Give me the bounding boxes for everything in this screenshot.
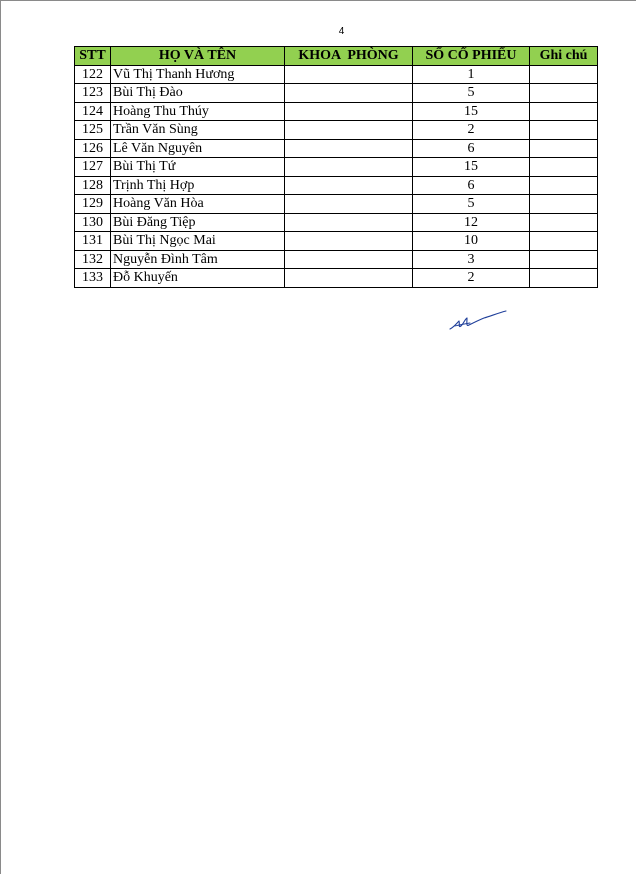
table-row [75,102,598,121]
cell-note [530,158,598,177]
cell-department [285,139,413,158]
cell-department [285,121,413,140]
cell-department [285,250,413,269]
cell-shares: 2 [413,269,530,288]
cell-note [530,232,598,251]
cell-note [530,102,598,121]
cell-department [285,102,413,121]
header-name: HỌ VÀ TÊN [111,47,285,66]
table-row [75,139,598,158]
cell-name: Trần Văn Sùng [111,121,285,140]
table-row [75,65,598,84]
cell-name: Trịnh Thị Hợp [111,176,285,195]
cell-name: Lê Văn Nguyên [111,139,285,158]
header-department: KHOA PHÒNG [285,47,413,66]
cell-shares: 12 [413,213,530,232]
table-row [75,195,598,214]
cell-department [285,158,413,177]
cell-stt: 128 [75,176,111,195]
table-row [75,176,598,195]
cell-name: Vũ Thị Thanh Hương [111,65,285,84]
cell-shares: 6 [413,176,530,195]
cell-stt: 131 [75,232,111,251]
cell-stt: 132 [75,250,111,269]
cell-shares: 3 [413,250,530,269]
table-row [75,158,598,177]
cell-note [530,269,598,288]
cell-note [530,84,598,103]
cell-shares: 15 [413,102,530,121]
page-edge-top [0,0,636,1]
cell-note [530,213,598,232]
cell-department [285,195,413,214]
cell-note [530,250,598,269]
cell-note [530,195,598,214]
cell-name: Bùi Thị Đào [111,84,285,103]
cell-shares: 15 [413,158,530,177]
cell-name: Hoàng Thu Thúy [111,102,285,121]
header-stt: STT [75,47,111,66]
cell-shares: 5 [413,195,530,214]
cell-stt: 124 [75,102,111,121]
cell-note [530,176,598,195]
signature-mark [446,310,510,334]
shareholder-table [74,46,598,288]
header-shares: SỐ CỔ PHIẾU [413,47,530,66]
cell-shares: 1 [413,65,530,84]
table-header-row [75,47,598,66]
cell-department [285,65,413,84]
cell-stt: 133 [75,269,111,288]
table-row [75,213,598,232]
cell-note [530,121,598,140]
cell-stt: 123 [75,84,111,103]
cell-shares: 10 [413,232,530,251]
cell-shares: 5 [413,84,530,103]
cell-stt: 126 [75,139,111,158]
cell-department [285,213,413,232]
cell-name: Bùi Đăng Tiệp [111,213,285,232]
cell-department [285,84,413,103]
cell-stt: 122 [75,65,111,84]
cell-shares: 2 [413,121,530,140]
cell-department [285,232,413,251]
table-row [75,269,598,288]
cell-stt: 130 [75,213,111,232]
page-edge-left [0,0,1,874]
cell-name: Bùi Thị Ngọc Mai [111,232,285,251]
cell-name: Hoàng Văn Hòa [111,195,285,214]
cell-shares: 6 [413,139,530,158]
table-row [75,232,598,251]
cell-department [285,269,413,288]
table-body [75,65,598,287]
cell-stt: 127 [75,158,111,177]
cell-name: Bùi Thị Tứ [111,158,285,177]
cell-name: Đỗ Khuyến [111,269,285,288]
cell-note [530,139,598,158]
cell-stt: 129 [75,195,111,214]
table-row [75,250,598,269]
header-note: Ghi chú [530,47,598,66]
table-row [75,84,598,103]
table-row [75,121,598,140]
page-number: 4 [338,26,345,37]
cell-department [285,176,413,195]
cell-name: Nguyễn Đình Tâm [111,250,285,269]
cell-note [530,65,598,84]
cell-stt: 125 [75,121,111,140]
